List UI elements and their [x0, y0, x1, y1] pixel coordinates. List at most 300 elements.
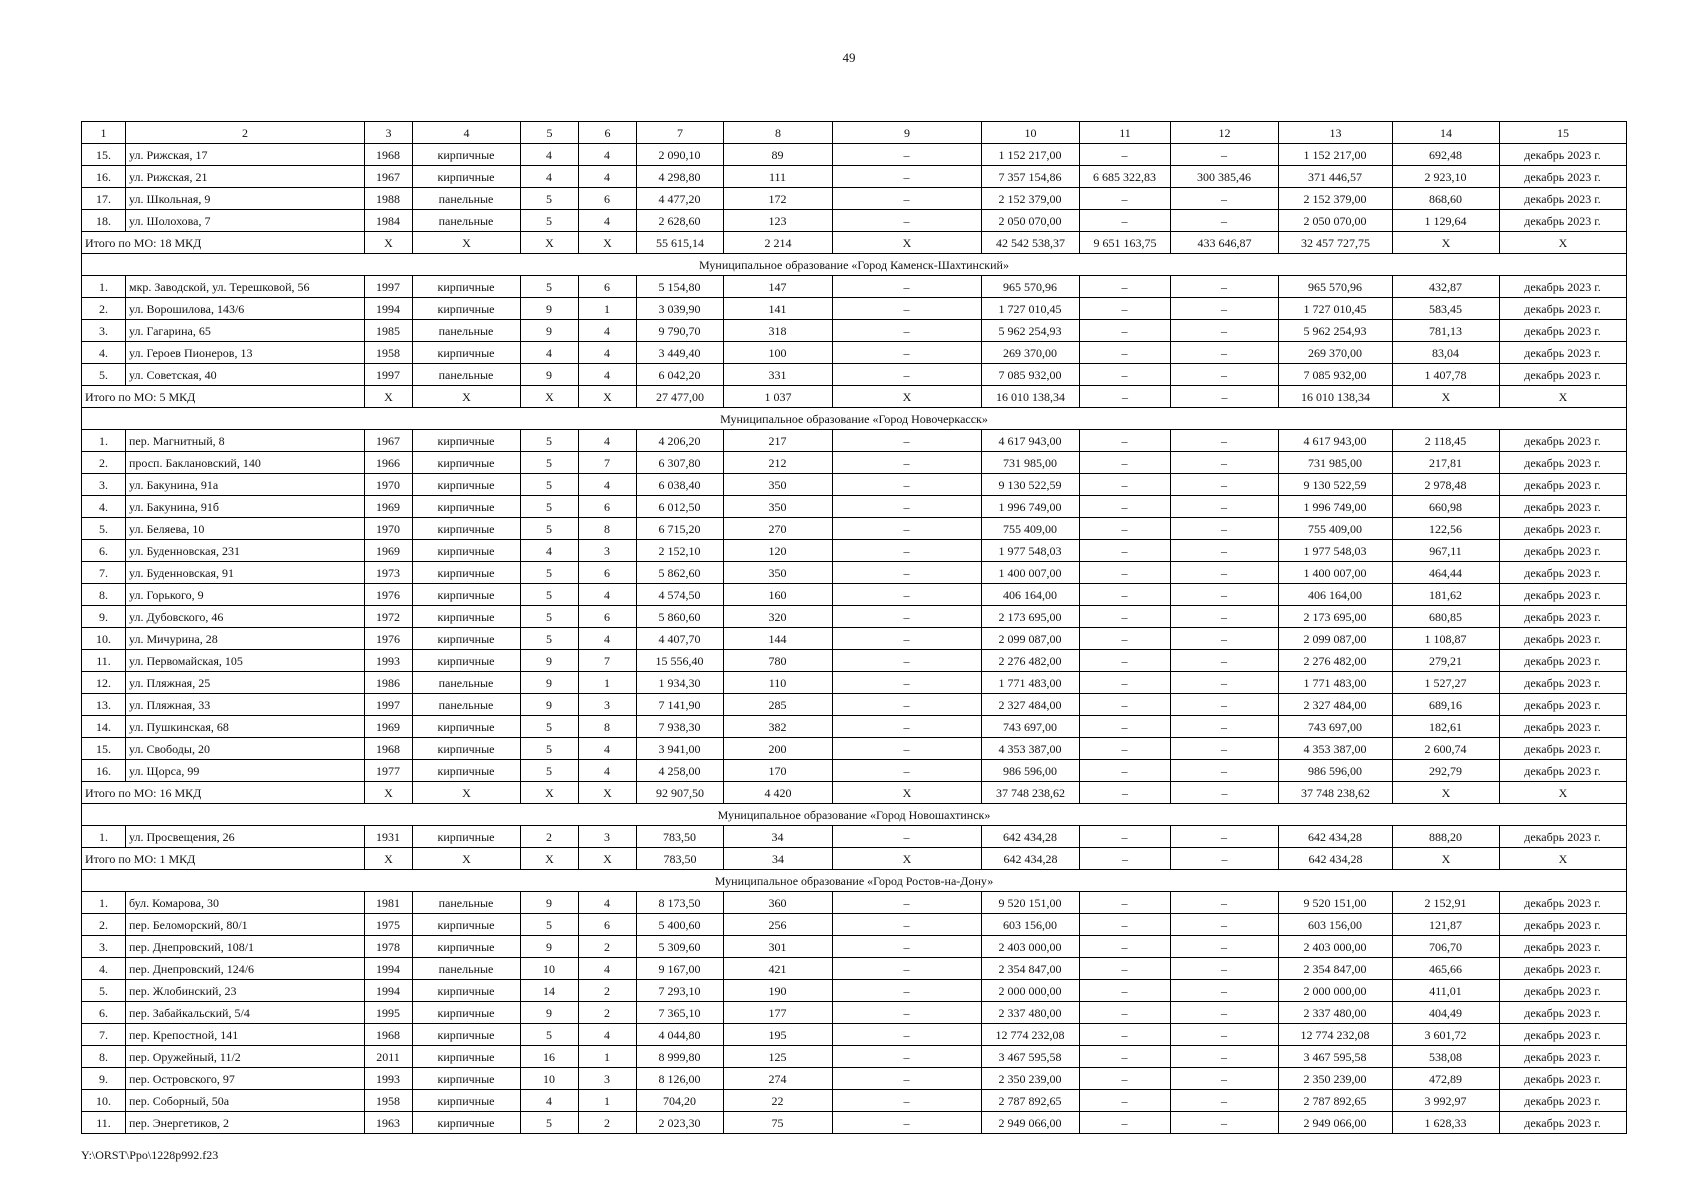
table-cell: 9 130 522,59: [1279, 474, 1393, 496]
table-cell: –: [833, 364, 982, 386]
table-cell: кирпичные: [413, 826, 521, 848]
table-cell: 1 977 548,03: [1279, 540, 1393, 562]
table-cell: –: [1171, 694, 1279, 716]
table-cell: декабрь 2023 г.: [1500, 166, 1627, 188]
table-cell: декабрь 2023 г.: [1500, 298, 1627, 320]
table-cell: –: [1171, 1024, 1279, 1046]
table-cell: 432,87: [1393, 276, 1500, 298]
table-cell: декабрь 2023 г.: [1500, 738, 1627, 760]
row-number: 5.: [82, 364, 126, 386]
table-cell: декабрь 2023 г.: [1500, 474, 1627, 496]
table-cell: панельные: [413, 892, 521, 914]
table-cell: –: [1171, 738, 1279, 760]
table-cell: 1994: [365, 958, 413, 980]
table-cell: –: [833, 298, 982, 320]
table-cell: 1969: [365, 540, 413, 562]
table-cell: –: [833, 562, 982, 584]
total-cell: X: [1393, 782, 1500, 804]
table-cell: 7 085 932,00: [982, 364, 1080, 386]
table-cell: –: [1080, 540, 1171, 562]
table-cell: 4: [579, 166, 637, 188]
table-cell: кирпичные: [413, 1090, 521, 1112]
table-cell: 464,44: [1393, 562, 1500, 584]
total-cell: 4 420: [724, 782, 833, 804]
table-cell: 731 985,00: [982, 452, 1080, 474]
table-cell: 16: [521, 1046, 579, 1068]
table-cell: кирпичные: [413, 606, 521, 628]
table-cell: кирпичные: [413, 518, 521, 540]
table-cell: декабрь 2023 г.: [1500, 584, 1627, 606]
address-cell: ул. Советская, 40: [126, 364, 365, 386]
row-number: 7.: [82, 562, 126, 584]
table-cell: –: [1080, 188, 1171, 210]
address-cell: пер. Оружейный, 11/2: [126, 1046, 365, 1068]
table-cell: 170: [724, 760, 833, 782]
table-cell: 2 327 484,00: [982, 694, 1080, 716]
row-number: 9.: [82, 606, 126, 628]
table-cell: –: [833, 936, 982, 958]
table-cell: 689,16: [1393, 694, 1500, 716]
table-cell: 15 556,40: [637, 650, 724, 672]
table-cell: 1994: [365, 298, 413, 320]
table-cell: –: [1171, 320, 1279, 342]
table-cell: 5 860,60: [637, 606, 724, 628]
table-cell: 6 042,20: [637, 364, 724, 386]
table-cell: кирпичные: [413, 474, 521, 496]
row-number: 3.: [82, 320, 126, 342]
table-cell: 1 996 749,00: [1279, 496, 1393, 518]
table-cell: 4 574,50: [637, 584, 724, 606]
table-cell: 1 727 010,45: [982, 298, 1080, 320]
table-row: [82, 540, 1627, 562]
table-cell: 300 385,46: [1171, 166, 1279, 188]
table-cell: 5: [521, 606, 579, 628]
table-cell: –: [1171, 474, 1279, 496]
table-cell: кирпичные: [413, 342, 521, 364]
table-cell: 9: [521, 1002, 579, 1024]
table-cell: кирпичные: [413, 298, 521, 320]
row-number: 4.: [82, 496, 126, 518]
table-cell: 9 520 151,00: [982, 892, 1080, 914]
table-cell: 986 596,00: [982, 760, 1080, 782]
table-cell: 2 050 070,00: [1279, 210, 1393, 232]
table-cell: 1 977 548,03: [982, 540, 1080, 562]
table-cell: 6 307,80: [637, 452, 724, 474]
total-cell: X: [579, 848, 637, 870]
table-cell: –: [1080, 452, 1171, 474]
table-cell: 4 407,70: [637, 628, 724, 650]
table-cell: 743 697,00: [982, 716, 1080, 738]
address-cell: ул. Мичурина, 28: [126, 628, 365, 650]
table-row: [82, 958, 1627, 980]
row-number: 12.: [82, 672, 126, 694]
total-cell: X: [1393, 232, 1500, 254]
table-cell: 7 293,10: [637, 980, 724, 1002]
table-cell: 2 152 379,00: [982, 188, 1080, 210]
table-cell: панельные: [413, 672, 521, 694]
total-cell: X: [365, 386, 413, 408]
total-cell: X: [579, 232, 637, 254]
table-cell: 279,21: [1393, 650, 1500, 672]
table-cell: 8: [579, 518, 637, 540]
total-cell: X: [521, 386, 579, 408]
table-cell: 7 938,30: [637, 716, 724, 738]
address-cell: ул. Просвещения, 26: [126, 826, 365, 848]
table-cell: кирпичные: [413, 1024, 521, 1046]
row-number: 7.: [82, 1024, 126, 1046]
table-cell: –: [1080, 474, 1171, 496]
row-number: 4.: [82, 342, 126, 364]
table-cell: –: [1171, 650, 1279, 672]
table-cell: 1977: [365, 760, 413, 782]
total-cell: 642 434,28: [982, 848, 1080, 870]
table-cell: –: [1080, 562, 1171, 584]
table-cell: декабрь 2023 г.: [1500, 716, 1627, 738]
table-cell: –: [1171, 914, 1279, 936]
total-cell: –: [1080, 848, 1171, 870]
table-cell: 5 400,60: [637, 914, 724, 936]
table-cell: 5: [521, 474, 579, 496]
table-cell: 1968: [365, 144, 413, 166]
table-cell: декабрь 2023 г.: [1500, 760, 1627, 782]
table-cell: 217: [724, 430, 833, 452]
table-cell: 1972: [365, 606, 413, 628]
table-cell: кирпичные: [413, 562, 521, 584]
table-cell: 3: [579, 826, 637, 848]
table-cell: 190: [724, 980, 833, 1002]
table-cell: 6: [579, 276, 637, 298]
table-cell: –: [833, 606, 982, 628]
table-cell: –: [833, 1024, 982, 1046]
table-cell: 89: [724, 144, 833, 166]
table-cell: –: [1080, 760, 1171, 782]
table-cell: 1 129,64: [1393, 210, 1500, 232]
table-cell: 2 000 000,00: [982, 980, 1080, 1002]
table-cell: 3 039,90: [637, 298, 724, 320]
row-number: 15.: [82, 144, 126, 166]
table-cell: –: [1080, 518, 1171, 540]
table-cell: –: [833, 518, 982, 540]
table-cell: 5: [521, 716, 579, 738]
table-cell: 4: [579, 364, 637, 386]
table-row: [82, 342, 1627, 364]
table-cell: 1967: [365, 430, 413, 452]
table-cell: 3 601,72: [1393, 1024, 1500, 1046]
table-cell: –: [833, 166, 982, 188]
table-cell: декабрь 2023 г.: [1500, 144, 1627, 166]
table-cell: 2 173 695,00: [982, 606, 1080, 628]
table-cell: кирпичные: [413, 914, 521, 936]
table-cell: кирпичные: [413, 144, 521, 166]
table-cell: –: [833, 452, 982, 474]
table-cell: –: [1080, 980, 1171, 1002]
table-cell: 7 357 154,86: [982, 166, 1080, 188]
row-number: 2.: [82, 452, 126, 474]
table-cell: 642 434,28: [1279, 826, 1393, 848]
table-cell: –: [833, 672, 982, 694]
table-cell: декабрь 2023 г.: [1500, 650, 1627, 672]
table-cell: 2 276 482,00: [1279, 650, 1393, 672]
table-cell: 217,81: [1393, 452, 1500, 474]
total-cell: X: [833, 386, 982, 408]
total-cell: X: [1500, 782, 1627, 804]
table-cell: 5: [521, 496, 579, 518]
total-cell: 2 214: [724, 232, 833, 254]
table-cell: 5: [521, 1024, 579, 1046]
table-cell: –: [1080, 1024, 1171, 1046]
table-row: [82, 364, 1627, 386]
table-cell: 1994: [365, 980, 413, 1002]
table-cell: 4: [521, 540, 579, 562]
table-cell: 147: [724, 276, 833, 298]
table-cell: –: [1080, 1090, 1171, 1112]
address-cell: ул. Беляева, 10: [126, 518, 365, 540]
table-cell: кирпичные: [413, 760, 521, 782]
table-cell: декабрь 2023 г.: [1500, 1112, 1627, 1134]
table-row: [82, 672, 1627, 694]
table-cell: декабрь 2023 г.: [1500, 694, 1627, 716]
table-cell: –: [833, 342, 982, 364]
table-cell: –: [1171, 562, 1279, 584]
table-cell: –: [1080, 298, 1171, 320]
table-cell: кирпичные: [413, 1112, 521, 1134]
table-cell: 404,49: [1393, 1002, 1500, 1024]
table-cell: 2 403 000,00: [1279, 936, 1393, 958]
table-cell: 1 934,30: [637, 672, 724, 694]
table-cell: –: [1080, 958, 1171, 980]
table-cell: –: [833, 738, 982, 760]
table-cell: декабрь 2023 г.: [1500, 914, 1627, 936]
table-cell: панельные: [413, 320, 521, 342]
table-cell: 320: [724, 606, 833, 628]
column-number: 6: [579, 122, 637, 144]
table-cell: –: [1171, 584, 1279, 606]
table-cell: 2 787 892,65: [1279, 1090, 1393, 1112]
table-cell: –: [1171, 540, 1279, 562]
table-cell: панельные: [413, 694, 521, 716]
row-number: 8.: [82, 584, 126, 606]
table-cell: –: [1080, 650, 1171, 672]
table-cell: –: [1080, 892, 1171, 914]
table-cell: декабрь 2023 г.: [1500, 342, 1627, 364]
column-number: 3: [365, 122, 413, 144]
table-cell: 8: [579, 716, 637, 738]
table-cell: –: [1171, 980, 1279, 1002]
table-row: [82, 1068, 1627, 1090]
table-cell: –: [1171, 716, 1279, 738]
table-cell: –: [833, 276, 982, 298]
row-number: 11.: [82, 1112, 126, 1134]
row-number: 16.: [82, 166, 126, 188]
table-cell: 4 353 387,00: [982, 738, 1080, 760]
table-cell: 411,01: [1393, 980, 1500, 1002]
table-cell: 10: [521, 958, 579, 980]
table-cell: 9: [521, 364, 579, 386]
table-cell: декабрь 2023 г.: [1500, 958, 1627, 980]
table-cell: 7 141,90: [637, 694, 724, 716]
table-cell: 269 370,00: [982, 342, 1080, 364]
total-cell: 783,50: [637, 848, 724, 870]
table-cell: 9: [521, 936, 579, 958]
table-cell: декабрь 2023 г.: [1500, 606, 1627, 628]
table-cell: –: [833, 1090, 982, 1112]
column-number: 13: [1279, 122, 1393, 144]
address-cell: ул. Бакунина, 91а: [126, 474, 365, 496]
table-cell: 172: [724, 188, 833, 210]
total-cell: 32 457 727,75: [1279, 232, 1393, 254]
table-cell: 1 771 483,00: [1279, 672, 1393, 694]
table-cell: 318: [724, 320, 833, 342]
table-cell: 4: [579, 210, 637, 232]
table-cell: 642 434,28: [982, 826, 1080, 848]
address-cell: ул. Первомайская, 105: [126, 650, 365, 672]
table-cell: 1 407,78: [1393, 364, 1500, 386]
table-cell: 5 862,60: [637, 562, 724, 584]
table-row: [82, 518, 1627, 540]
table-cell: 6: [579, 606, 637, 628]
total-cell: X: [365, 848, 413, 870]
table-cell: 12 774 232,08: [982, 1024, 1080, 1046]
table-cell: декабрь 2023 г.: [1500, 1068, 1627, 1090]
total-cell: X: [1500, 848, 1627, 870]
table-cell: 706,70: [1393, 936, 1500, 958]
column-number: 10: [982, 122, 1080, 144]
table-cell: кирпичные: [413, 496, 521, 518]
table-cell: 1976: [365, 584, 413, 606]
total-cell: –: [1080, 386, 1171, 408]
table-cell: 704,20: [637, 1090, 724, 1112]
table-row: [82, 144, 1627, 166]
table-cell: 100: [724, 342, 833, 364]
table-cell: 5: [521, 584, 579, 606]
table-cell: 755 409,00: [1279, 518, 1393, 540]
total-cell: –: [1171, 386, 1279, 408]
table-cell: панельные: [413, 958, 521, 980]
table-cell: 1968: [365, 738, 413, 760]
table-cell: 4: [521, 144, 579, 166]
address-cell: ул. Пляжная, 33: [126, 694, 365, 716]
table-cell: 755 409,00: [982, 518, 1080, 540]
total-label: Итого по МО: 18 МКД: [82, 232, 365, 254]
table-cell: 1 727 010,45: [1279, 298, 1393, 320]
address-cell: ул. Рижская, 21: [126, 166, 365, 188]
table-cell: –: [833, 826, 982, 848]
table-cell: 3: [579, 694, 637, 716]
table-cell: 177: [724, 1002, 833, 1024]
table-cell: 2 023,30: [637, 1112, 724, 1134]
table-cell: 3 449,40: [637, 342, 724, 364]
row-number: 3.: [82, 936, 126, 958]
table-cell: 9: [521, 298, 579, 320]
table-cell: 2 350 239,00: [1279, 1068, 1393, 1090]
table-cell: 7 085 932,00: [1279, 364, 1393, 386]
address-cell: пер. Жлобинский, 23: [126, 980, 365, 1002]
table-cell: –: [1171, 496, 1279, 518]
table-cell: –: [1080, 276, 1171, 298]
table-cell: кирпичные: [413, 1046, 521, 1068]
table-cell: 4 477,20: [637, 188, 724, 210]
table-cell: 5: [521, 628, 579, 650]
column-number: 12: [1171, 122, 1279, 144]
table-cell: –: [1171, 1090, 1279, 1112]
total-row: [82, 386, 1627, 408]
table-cell: кирпичные: [413, 166, 521, 188]
table-cell: 5: [521, 562, 579, 584]
total-cell: 16 010 138,34: [1279, 386, 1393, 408]
table-cell: 465,66: [1393, 958, 1500, 980]
address-cell: пер. Крепостной, 141: [126, 1024, 365, 1046]
table-cell: 4 617 943,00: [982, 430, 1080, 452]
table-cell: 3 941,00: [637, 738, 724, 760]
table-cell: –: [1171, 364, 1279, 386]
table-cell: 7: [579, 452, 637, 474]
table-cell: 9: [521, 892, 579, 914]
address-cell: бул. Комарова, 30: [126, 892, 365, 914]
total-row: [82, 782, 1627, 804]
column-number: 9: [833, 122, 982, 144]
table-cell: –: [833, 892, 982, 914]
table-cell: –: [833, 430, 982, 452]
address-cell: ул. Горького, 9: [126, 584, 365, 606]
table-cell: 472,89: [1393, 1068, 1500, 1090]
table-cell: –: [1080, 914, 1171, 936]
table-cell: 538,08: [1393, 1046, 1500, 1068]
total-cell: 16 010 138,34: [982, 386, 1080, 408]
table-cell: 5 154,80: [637, 276, 724, 298]
table-cell: 421: [724, 958, 833, 980]
municipality-heading: Муниципальное образование «Город Каменск-Шахтинский»: [82, 254, 1627, 276]
table-cell: –: [833, 188, 982, 210]
address-cell: пер. Днепровский, 124/6: [126, 958, 365, 980]
total-cell: X: [413, 232, 521, 254]
column-number: 2: [126, 122, 365, 144]
table-cell: –: [1171, 210, 1279, 232]
total-cell: 433 646,87: [1171, 232, 1279, 254]
municipality-heading-row: [82, 804, 1627, 826]
address-cell: ул. Шолохова, 7: [126, 210, 365, 232]
total-cell: –: [1080, 782, 1171, 804]
table-cell: 4: [579, 474, 637, 496]
table-cell: декабрь 2023 г.: [1500, 320, 1627, 342]
table-row: [82, 914, 1627, 936]
table-cell: 160: [724, 584, 833, 606]
table-cell: декабрь 2023 г.: [1500, 430, 1627, 452]
table-cell: 1978: [365, 936, 413, 958]
table-cell: 3: [579, 1068, 637, 1090]
table-cell: 1985: [365, 320, 413, 342]
table-cell: –: [1171, 760, 1279, 782]
table-cell: 4 206,20: [637, 430, 724, 452]
table-cell: 9 130 522,59: [982, 474, 1080, 496]
total-cell: 55 615,14: [637, 232, 724, 254]
table-cell: 1975: [365, 914, 413, 936]
table-cell: –: [1171, 298, 1279, 320]
address-cell: ул. Свободы, 20: [126, 738, 365, 760]
table-cell: –: [1171, 1046, 1279, 1068]
address-cell: просп. Баклановский, 140: [126, 452, 365, 474]
table-cell: 1958: [365, 342, 413, 364]
address-cell: мкр. Заводской, ул. Терешковой, 56: [126, 276, 365, 298]
table-cell: 1 400 007,00: [1279, 562, 1393, 584]
table-cell: декабрь 2023 г.: [1500, 364, 1627, 386]
table-cell: –: [1171, 342, 1279, 364]
table-cell: –: [833, 760, 982, 782]
row-number: 16.: [82, 760, 126, 782]
table-cell: 2 099 087,00: [982, 628, 1080, 650]
table-cell: 5: [521, 188, 579, 210]
table-cell: 75: [724, 1112, 833, 1134]
table-cell: –: [1171, 1112, 1279, 1134]
